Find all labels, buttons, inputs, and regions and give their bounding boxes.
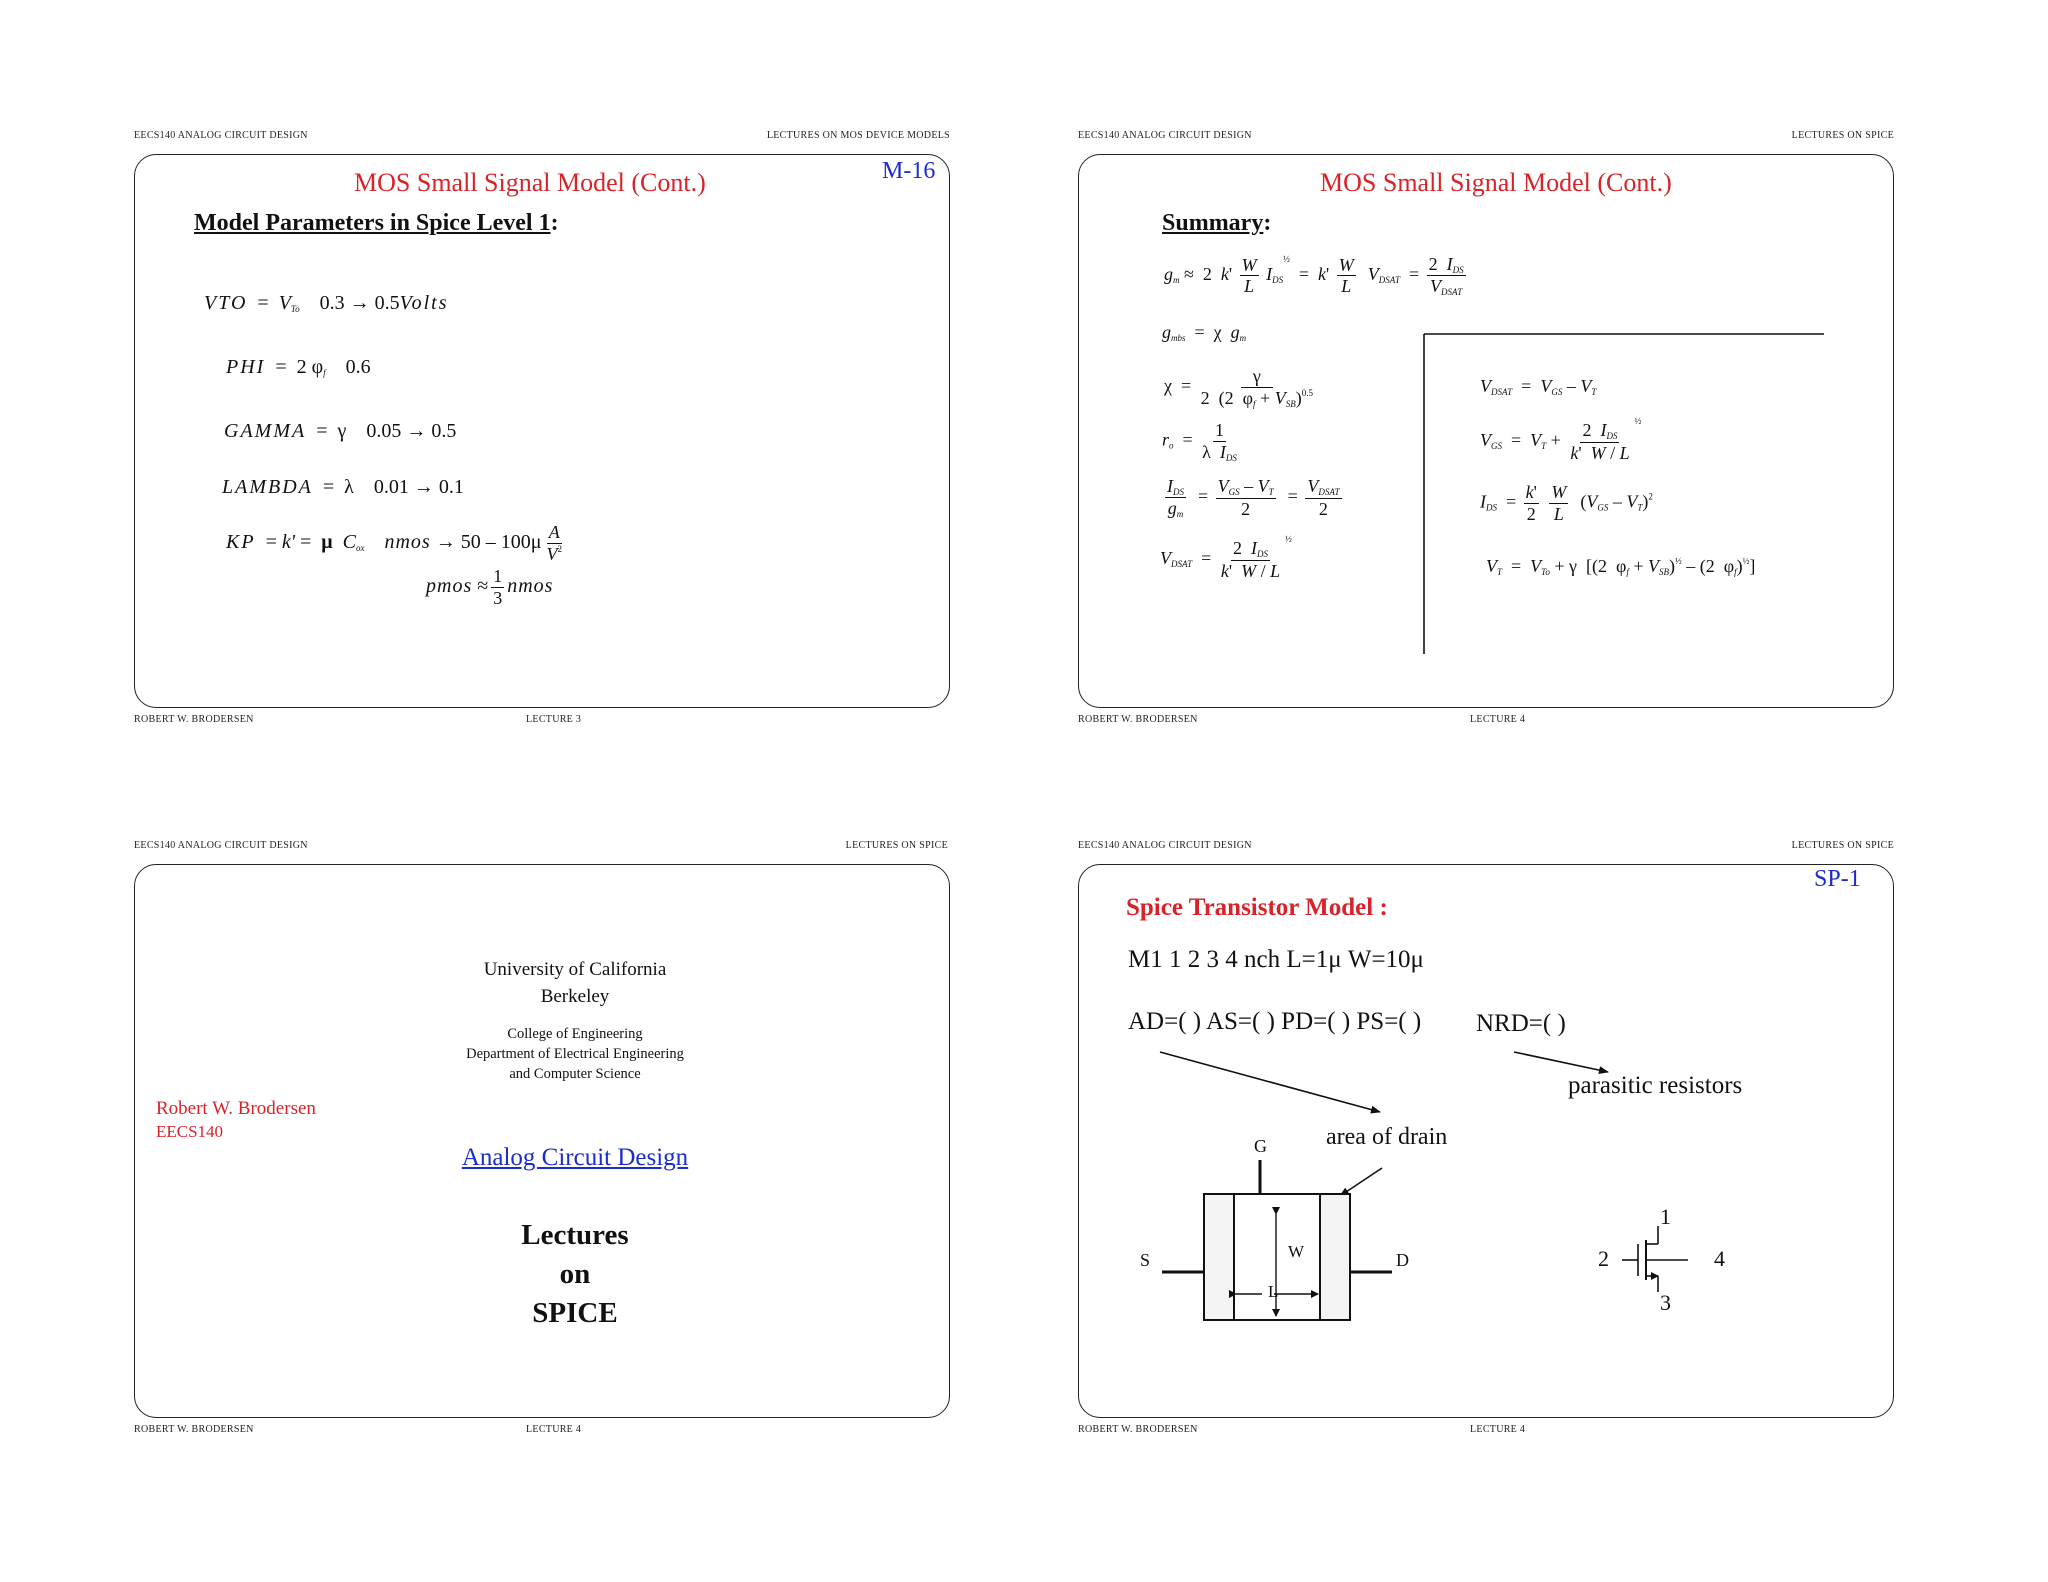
- param-vto: VTO = $V_{To}$ 0.3 → 0.5Volts: [204, 292, 449, 314]
- kp-frac-num: 1: [493, 566, 503, 586]
- kp-pmos-frac: [491, 566, 504, 608]
- label-s: S: [1140, 1250, 1151, 1270]
- param-value: 0.05 → 0.5: [366, 420, 457, 442]
- param-gamma: GAMMA = γ 0.05 → 0.5: [224, 420, 457, 442]
- param-pmos: [426, 566, 553, 608]
- spice-line2b: NRD=( ): [1476, 1010, 1566, 1037]
- college-block: [350, 1024, 800, 1084]
- slide-title: MOS Small Signal Model (Cont.): [354, 168, 706, 197]
- kp-unit-den: $V^2$: [546, 543, 562, 564]
- label-l: L: [1268, 1282, 1279, 1301]
- node-4: 4: [1714, 1246, 1725, 1271]
- big-title-line3: SPICE: [532, 1297, 618, 1329]
- course-title-link[interactable]: Analog Circuit Design: [461, 1144, 689, 1171]
- node-3: 3: [1660, 1290, 1671, 1315]
- kp-k: k': [281, 530, 295, 553]
- header-left: EECS140 ANALOG CIRCUIT DESIGN: [1078, 130, 1252, 141]
- param-name: LAMBDA: [222, 476, 313, 498]
- slide-title: Spice Transistor Model :: [1126, 894, 1388, 921]
- subtitle: [194, 210, 559, 237]
- kp-mu: μ: [321, 530, 333, 553]
- spice-line1: M1 1 2 3 4 nch L=1μ W=10μ: [1128, 946, 1424, 973]
- slide-spice-transistor: [1078, 840, 2024, 1520]
- kp-c: C: [342, 530, 356, 553]
- param-symbol: V: [278, 292, 291, 314]
- kp-frac-den: 3: [493, 587, 503, 608]
- param-unit: Volts: [399, 292, 449, 314]
- slide-title-page: [134, 840, 1080, 1520]
- university-line2: Berkeley: [540, 986, 610, 1007]
- header-right: LECTURES ON SPICE: [1791, 840, 1894, 851]
- footer-center: LECTURE 4: [1470, 714, 1526, 725]
- kp-nmos: nmos: [384, 530, 431, 553]
- big-title: [350, 1216, 800, 1333]
- param-symbol: γ: [337, 420, 347, 442]
- param-name: GAMMA: [224, 420, 307, 442]
- parasitic-label: parasitic resistors: [1568, 1072, 1743, 1099]
- university-block: [350, 956, 800, 1010]
- param-value: 0.6: [345, 356, 371, 378]
- param-value: 0.01 → 0.1: [373, 476, 464, 498]
- footer-center: LECTURE 4: [526, 1424, 582, 1435]
- mosfet-layout: [1138, 1140, 1438, 1340]
- summary-text: Summary: [1162, 210, 1264, 236]
- slide-summary: [1078, 130, 2024, 810]
- param-value: 0.3 → 0.5: [319, 292, 400, 314]
- node-2: 2: [1598, 1246, 1609, 1271]
- slide-id: SP-1: [1814, 866, 1861, 892]
- eq-gmbs: $g_{mbs} = \chi$ $g_m$: [1162, 322, 1247, 343]
- summary-colon: :: [1263, 210, 1272, 236]
- kp-name: KP: [226, 530, 256, 553]
- slide-title: MOS Small Signal Model (Cont.): [1320, 168, 1672, 197]
- slide-frame: [134, 864, 950, 1418]
- footer-left: ROBERT W. BRODERSEN: [1078, 1424, 1198, 1435]
- eq-gm: $g_m \approx 2$ k' $\frac{W}{L}$ $I_{DS}^{\frac{1}{2}} = k'$ $\frac{W}{L}$ $V_{DSAT}$ = $\frac{2 I_{DS}}{V_{DSAT}}$: [1164, 254, 1464, 298]
- subtitle-text: Model Parameters in Spice Level 1: [194, 210, 551, 236]
- header-left: EECS140 ANALOG CIRCUIT DESIGN: [134, 840, 308, 851]
- eq-vdsat-left: $V_{DSAT}$ = $\frac{2 I_{DS}}{k' W / L}$ $^{\frac{1}{2}}$: [1160, 534, 1292, 581]
- eq-chi: χ = $\frac{\gamma}{2 (2 \varphi_f + V_{SB})^{0.5}}$: [1164, 366, 1313, 409]
- kp-pmos: pmos: [426, 574, 473, 597]
- node-1: 1: [1660, 1204, 1671, 1229]
- spice-line2: AD=( ) AS=( ) PD=( ) PS=( ): [1128, 1008, 1422, 1035]
- kp-unit-frac: [544, 522, 564, 564]
- arrow-to-parasitic: [1514, 1052, 1608, 1072]
- kp-unit-num: A: [548, 522, 560, 542]
- subtitle-colon: :: [550, 210, 559, 236]
- param-subscript: To: [290, 304, 300, 314]
- kp-unit-den-letter: V: [546, 543, 558, 564]
- header-right: LECTURES ON SPICE: [845, 840, 948, 851]
- header-right: LECTURES ON SPICE: [1791, 130, 1894, 141]
- big-title-line2: on: [559, 1258, 591, 1290]
- kp-nmos-ref: nmos: [507, 574, 554, 597]
- slide-id: M-16: [882, 158, 936, 184]
- kp-pmos-rel: ≈: [477, 574, 489, 597]
- footer-left: ROBERT W. BRODERSEN: [134, 1424, 254, 1435]
- eq-vdsat-right: $V_{DSAT} = V_{GS} - V_T$: [1480, 376, 1597, 397]
- eq-ro: $r_o$ = $\frac{1}{\lambda I_{DS}}$: [1162, 420, 1237, 463]
- param-kp: KP = k' = μ $C_{ox}$ nmos → 50 – 100μ $\frac{A}{V^2}$: [226, 522, 562, 564]
- kp-c-subscript: ox: [355, 542, 365, 553]
- param-name: PHI: [226, 356, 266, 378]
- college-line3: and Computer Science: [509, 1066, 641, 1082]
- college-line2: Department of Electrical Engineering: [466, 1046, 684, 1062]
- param-name: VTO: [204, 292, 248, 314]
- arrow-to-drain-area: [1160, 1052, 1380, 1112]
- label-g: G: [1254, 1136, 1267, 1156]
- course-code: EECS140: [156, 1122, 224, 1141]
- footer-center: LECTURE 3: [526, 714, 582, 725]
- footer-left: ROBERT W. BRODERSEN: [1078, 714, 1198, 725]
- big-title-line1: Lectures: [521, 1219, 629, 1251]
- eq-ids: $I_{DS}$ = $\frac{k'}{2}$ $\frac{W}{L}$ $(V_{GS} - V_T)^2$: [1480, 482, 1653, 524]
- param-subscript: f: [323, 368, 326, 378]
- header-right: LECTURES ON MOS DEVICE MODELS: [766, 130, 950, 141]
- college-line1: College of Engineering: [507, 1026, 643, 1042]
- label-d: D: [1396, 1250, 1409, 1270]
- kp-nmos-range: → 50 – 100μ: [435, 530, 542, 553]
- label-w: W: [1288, 1242, 1305, 1261]
- param-phi: PHI = 2 $\varphi_f$ 0.6: [226, 356, 371, 378]
- param-lambda: LAMBDA = λ 0.01 → 0.1: [222, 476, 464, 498]
- slide-model-parameters: [134, 130, 1080, 810]
- footer-center: LECTURE 4: [1470, 1424, 1526, 1435]
- eq-vgs: $V_{GS} = V_T$ + $\frac{2 I_{DS}}{k' W / L}$ $^{\frac{1}{2}}$: [1480, 416, 1642, 463]
- param-symbol: 2 φ: [296, 356, 324, 378]
- mosfet-symbol: [1598, 1206, 1718, 1326]
- author-name: Robert W. Brodersen: [156, 1098, 316, 1119]
- header-left: EECS140 ANALOG CIRCUIT DESIGN: [134, 130, 308, 141]
- area-of-drain-label: area of drain: [1326, 1124, 1448, 1150]
- param-symbol: λ: [344, 476, 354, 498]
- eq-ids-gm: $\frac{I_{DS}}{g_m}$ = $\frac{V_{GS} - V_T}{2}$ = $\frac{V_{DSAT}}{2}$: [1167, 476, 1340, 520]
- summary-heading: [1162, 210, 1271, 237]
- footer-left: ROBERT W. BRODERSEN: [134, 714, 254, 725]
- header-left: EECS140 ANALOG CIRCUIT DESIGN: [1078, 840, 1252, 851]
- university-line1: University of California: [483, 959, 667, 980]
- eq-vt: $V_T = V_{To} + \gamma$ [(2 $\varphi_f + V_{SB})^{\frac{1}{2}} - (2$ $\varphi_f)^{\frac{1}{2}}$]: [1486, 556, 1756, 577]
